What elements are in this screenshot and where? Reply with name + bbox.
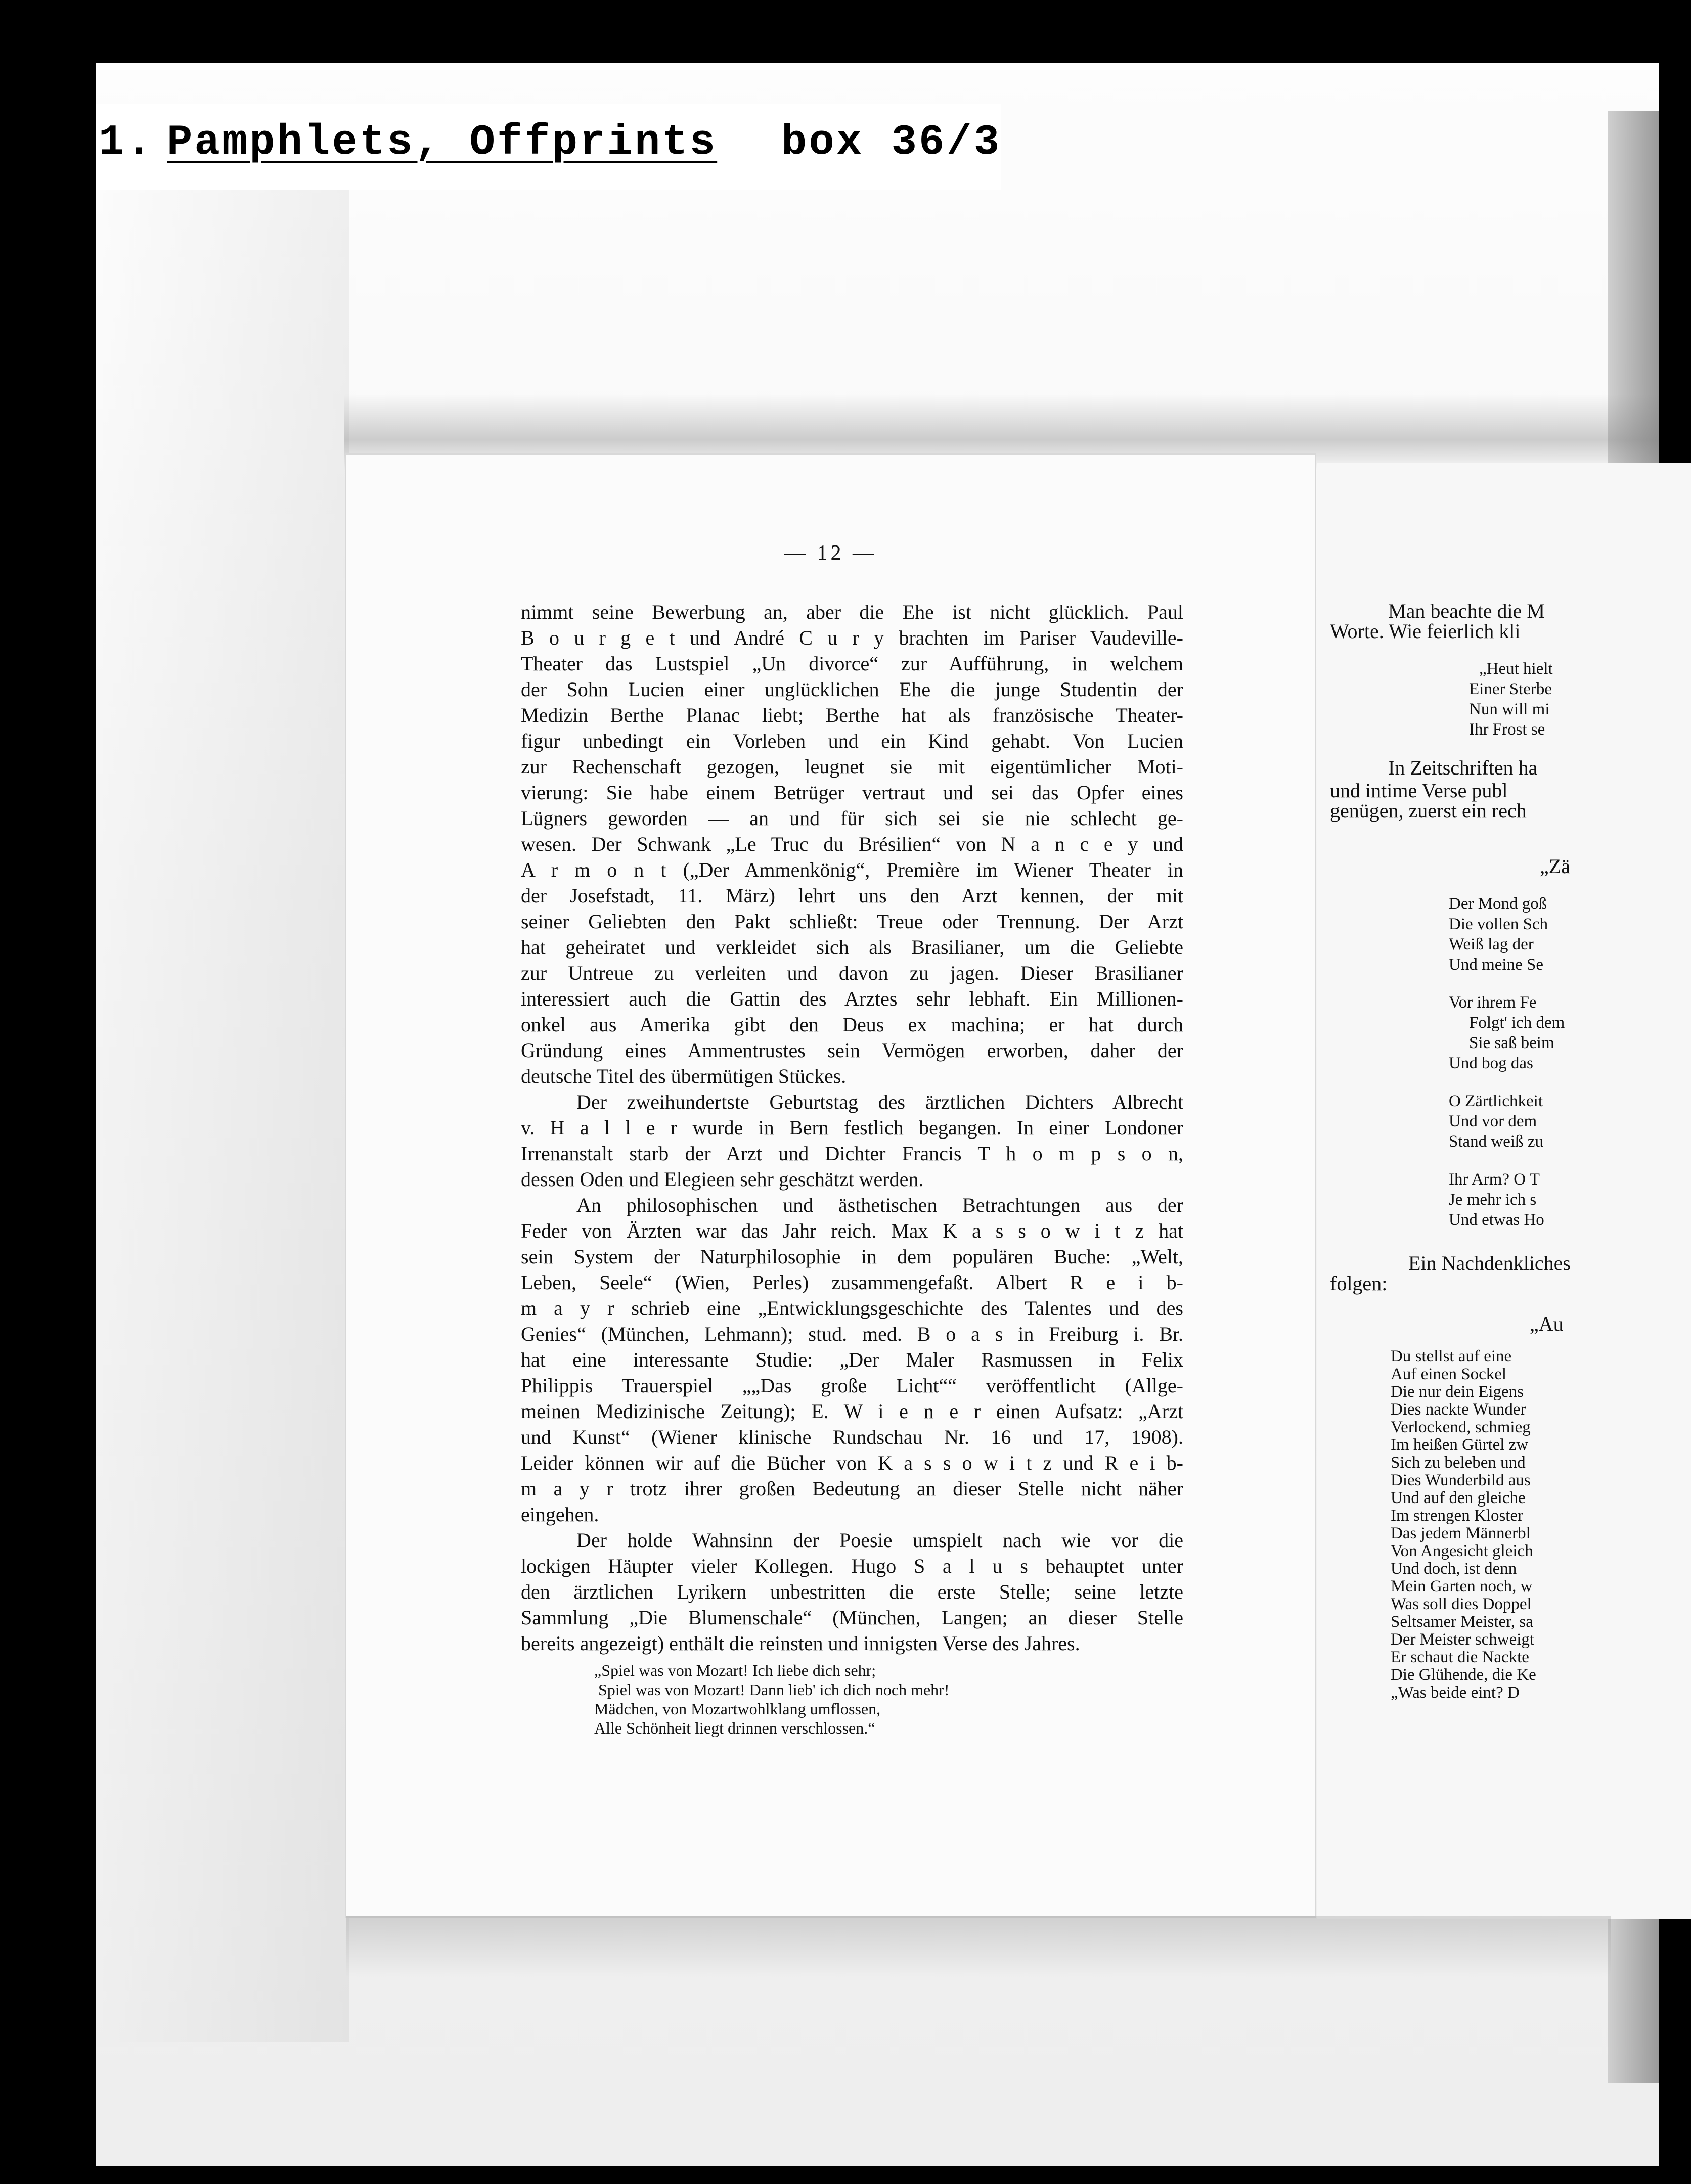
label-box-number: box 36/3 xyxy=(781,119,1002,167)
facing-page-line: Verlockend, schmieg xyxy=(1391,1418,1531,1436)
facing-page-line: Mein Garten noch, w xyxy=(1391,1577,1533,1596)
text-line: sein System der Naturphilosophie in dem populären Buche: „Welt, xyxy=(521,1245,1183,1268)
facing-page-line: „Zä xyxy=(1540,855,1570,878)
text-line: Philippis Trauerspiel „„Das große Licht““ veröffentlicht (Allge- xyxy=(521,1374,1183,1397)
facing-page-line: O Zärtlichkeit xyxy=(1449,1092,1543,1110)
text-line: wesen. Der Schwank „Le Truc du Brésilien“ von N a n c e y und xyxy=(521,833,1183,855)
text-line: Medizin Berthe Planac liebt; Berthe hat als französische Theater- xyxy=(521,704,1183,726)
text-line: hat eine interessante Studie: „Der Maler Rasmussen in Felix xyxy=(521,1348,1183,1371)
facing-page-line: Sich zu beleben und xyxy=(1391,1453,1526,1472)
text-line: An philosophischen und ästhetischen Betrachtungen aus der xyxy=(576,1194,1183,1216)
text-line: vierung: Sie habe einem Betrüger vertraut und sei das Opfer eines xyxy=(521,781,1183,804)
facing-page-line: und intime Verse publ xyxy=(1330,779,1508,802)
facing-page-line: Und auf den gleiche xyxy=(1391,1489,1526,1507)
facing-page-line: Und vor dem xyxy=(1449,1112,1537,1130)
text-line: figur unbedingt ein Vorleben und ein Kind gehabt. Von Lucien xyxy=(521,730,1183,752)
text-line: deutsche Titel des übermütigen Stückes. xyxy=(521,1065,847,1087)
text-line: Genies“ (München, Lehmann); stud. med. B o a s in Freiburg i. Br. xyxy=(521,1323,1183,1345)
facing-page xyxy=(1317,463,1691,1919)
text-line: interessiert auch die Gattin des Arztes sehr lebhaft. Ein Millionen- xyxy=(521,987,1183,1010)
facing-page-line: Ein Nachdenkliches xyxy=(1408,1252,1571,1275)
facing-page-line: Die Glühende, die Ke xyxy=(1391,1666,1536,1684)
facing-page-line: Was soll dies Doppel xyxy=(1391,1595,1532,1613)
facing-page-line: Je mehr ich s xyxy=(1449,1191,1537,1209)
facing-page-line: Dies nackte Wunder xyxy=(1391,1400,1526,1419)
facing-page-line: Du stellst auf eine xyxy=(1391,1347,1512,1366)
facing-page-line: Auf einen Sockel xyxy=(1391,1365,1507,1383)
text-line: der Josefstadt, 11. März) lehrt uns den Arzt kennen, der mit xyxy=(521,884,1183,907)
poem-line: Alle Schönheit liegt drinnen verschlossen.“ xyxy=(594,1719,875,1737)
poem-line: „Spiel was von Mozart! Ich liebe dich sehr; xyxy=(594,1661,876,1679)
facing-page-line: Worte. Wie feierlich kli xyxy=(1330,620,1521,643)
text-line: Feder von Ärzten war das Jahr reich. Max K a s s o w i t z hat xyxy=(521,1219,1183,1242)
facing-page-line: Im heißen Gürtel zw xyxy=(1391,1436,1529,1454)
facing-page-line: Die nur dein Eigens xyxy=(1391,1383,1524,1401)
text-line: m a y r schrieb eine „Entwicklungsgeschichte des Talentes und des xyxy=(521,1297,1183,1320)
facing-page-line: genügen, zuerst ein rech xyxy=(1330,799,1527,822)
poem-line: Mädchen, von Mozartwohlklang umflossen, xyxy=(594,1700,881,1718)
label-title: Pamphlets, Offprints xyxy=(167,119,718,167)
text-line: zur Rechenschaft gezogen, leugnet sie mit eigentümlicher Moti- xyxy=(521,755,1183,778)
backing-left-shade xyxy=(96,172,349,2042)
facing-page-line: Der Meister schweigt xyxy=(1391,1630,1535,1649)
document-page xyxy=(346,455,1315,1916)
facing-page-line: Folgt' ich dem xyxy=(1469,1014,1565,1032)
text-line: onkel aus Amerika gibt den Deus ex machina; er hat durch xyxy=(521,1013,1183,1036)
text-line: Leider können wir auf die Bücher von K a s s o w i t z und R e i b- xyxy=(521,1451,1183,1474)
facing-page-line: Stand weiß zu xyxy=(1449,1132,1543,1151)
facing-page-line: Und doch, ist denn xyxy=(1391,1560,1517,1578)
facing-page-line: Und etwas Ho xyxy=(1449,1211,1544,1229)
text-line: nimmt seine Bewerbung an, aber die Ehe ist nicht glücklich. Paul xyxy=(521,601,1183,623)
facing-page-line: „Au xyxy=(1530,1312,1564,1335)
facing-page-line: Dies Wunderbild aus xyxy=(1391,1471,1531,1489)
facing-page-line: Man beachte die M xyxy=(1388,600,1545,622)
poem-line: Spiel was von Mozart! Dann lieb' ich dich noch mehr! xyxy=(598,1680,950,1699)
facing-page-line: Nun will mi xyxy=(1469,700,1550,718)
facing-page-line: In Zeitschriften ha xyxy=(1388,756,1538,779)
facing-page-line: Und meine Se xyxy=(1449,956,1543,974)
text-line: Theater das Lustspiel „Un divorce“ zur Aufführung, in welchem xyxy=(521,652,1183,675)
text-line: Irrenanstalt starb der Arzt und Dichter Francis T h o m p s o n, xyxy=(521,1142,1183,1165)
text-line: und Kunst“ (Wiener klinische Rundschau Nr. 16 und 17, 1908). xyxy=(521,1426,1183,1448)
text-line: m a y r trotz ihrer großen Bedeutung an dieser Stelle nicht näher xyxy=(521,1477,1183,1500)
label-number: 1. xyxy=(99,119,154,167)
facing-page-line: Und bog das xyxy=(1449,1054,1533,1072)
text-line: den ärztlichen Lyrikern unbestritten die erste Stelle; seine letzte xyxy=(521,1580,1183,1603)
facing-page-line: Weiß lag der xyxy=(1449,935,1534,953)
text-line: zur Untreue zu verleiten und davon zu jagen. Dieser Brasilianer xyxy=(521,962,1183,984)
text-line: der Sohn Lucien einer unglücklichen Ehe die junge Studentin der xyxy=(521,678,1183,701)
text-line: seiner Geliebten den Pakt schließt: Treue oder Trennung. Der Arzt xyxy=(521,910,1183,933)
facing-page-line: Im strengen Kloster xyxy=(1391,1507,1524,1525)
text-line: B o u r g e t und André C u r y brachten im Pariser Vaudeville- xyxy=(521,626,1183,649)
facing-page-line: „Was beide eint? D xyxy=(1391,1684,1520,1702)
facing-page-line: Das jedem Männerbl xyxy=(1391,1524,1531,1542)
text-line: dessen Oden und Elegieen sehr geschätzt werden. xyxy=(521,1168,924,1191)
facing-page-line: „Heut hielt xyxy=(1479,660,1553,678)
poem-quote xyxy=(594,1661,1125,1738)
text-line: A r m o n t („Der Ammenkönig“, Première im Wiener Theater in xyxy=(521,858,1183,881)
facing-page-line: Einer Sterbe xyxy=(1469,680,1552,698)
text-line: eingehen. xyxy=(521,1503,599,1526)
text-line: Leben, Seele“ (Wien, Perles) zusammengefaßt. Albert R e i b- xyxy=(521,1271,1183,1294)
facing-page-line: Vor ihrem Fe xyxy=(1449,993,1537,1012)
text-line: Gründung eines Ammentrustes sein Vermögen erworben, daher der xyxy=(521,1039,1183,1062)
body-text xyxy=(521,599,1183,1656)
facing-page-line: Ihr Frost se xyxy=(1469,720,1545,739)
text-line: v. H a l l e r wurde in Bern festlich begangen. In einer Londoner xyxy=(521,1116,1183,1139)
text-line: hat geheiratet und verkleidet sich als Brasilianer, um die Geliebte xyxy=(521,936,1183,959)
text-line: Der holde Wahnsinn der Poesie umspielt nach wie vor die xyxy=(576,1529,1183,1552)
bottom-shade xyxy=(346,1916,1611,1977)
facing-page-line: Er schaut die Nackte xyxy=(1391,1648,1529,1666)
text-line: bereits angezeigt) enthält die reinsten und innigsten Verse des Jahres. xyxy=(521,1632,1080,1655)
text-line: Der zweihundertste Geburtstag des ärztlichen Dichters Albrecht xyxy=(576,1090,1183,1113)
facing-page-line: Seltsamer Meister, sa xyxy=(1391,1613,1533,1631)
facing-page-line: folgen: xyxy=(1330,1272,1388,1295)
facing-page-line: Die vollen Sch xyxy=(1449,915,1548,933)
text-line: lockigen Häupter vieler Kollegen. Hugo S a l u s behauptet unter xyxy=(521,1555,1183,1577)
facing-page-line: Von Angesicht gleich xyxy=(1391,1542,1533,1560)
page-number: — 12 — xyxy=(784,541,877,565)
text-line: meinen Medizinische Zeitung); E. W i e n e r einen Aufsatz: „Arzt xyxy=(521,1400,1183,1423)
text-line: Lügners geworden — an und für sich sei sie nie schlecht ge- xyxy=(521,807,1183,830)
facing-page-line: Der Mond goß xyxy=(1449,895,1547,913)
facing-page-line: Ihr Arm? O T xyxy=(1449,1170,1540,1189)
facing-page-line: Sie saß beim xyxy=(1469,1034,1554,1052)
text-line: Sammlung „Die Blumenschale“ (München, Langen; an dieser Stelle xyxy=(521,1606,1183,1629)
